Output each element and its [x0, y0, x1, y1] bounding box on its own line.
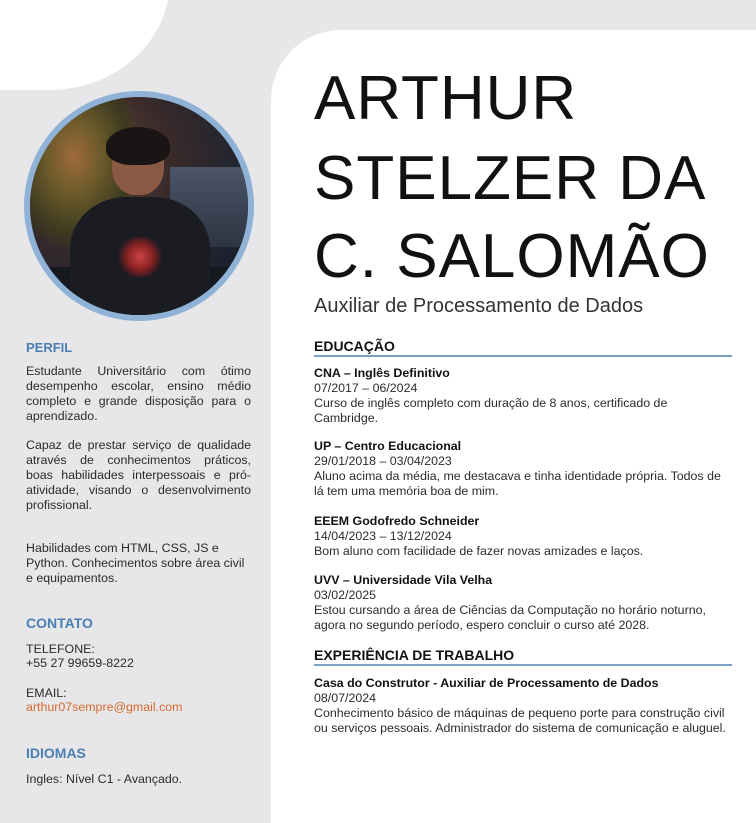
contact-heading: CONTATO	[26, 615, 93, 631]
education-title: EEEM Godofredo Schneider	[314, 514, 480, 528]
education-item	[314, 514, 726, 559]
education-description: Aluno acima da média, me destacava e tinha identidade própria. Todos de lá tem uma memória boa de mim.	[314, 469, 721, 498]
education-title: UP – Centro Educacional	[314, 439, 462, 453]
profile-paragraph-1: Estudante Universitário com ótimo desempenho escolar, ensino médio completo e grande disposição para o aprendizado.	[26, 364, 251, 423]
experience-heading: EXPERIÊNCIA DE TRABALHO	[314, 647, 732, 666]
decorative-blob	[0, 0, 170, 90]
experience-description: Conhecimento básico de máquinas de pequeno porte para construção civil ou serviços pessoais. Administrador do sistema de comunicação e aluguel.	[314, 706, 726, 735]
education-item	[314, 366, 726, 426]
profile-paragraph-2: Capaz de prestar serviço de qualidade através de conhecimentos práticos, boas habilidades interpessoais e pró-atividade, visando o desenvolvimento profissional.	[26, 438, 251, 512]
education-dates: 07/2017 – 06/2024	[314, 381, 418, 395]
name-line-3: C. SALOMÃO	[314, 222, 710, 291]
email-label: EMAIL:	[26, 686, 67, 700]
education-description: Curso de inglês completo com duração de 8 anos, certificado de Cambridge.	[314, 396, 668, 425]
education-heading: EDUCAÇÃO	[314, 338, 732, 357]
experience-dates: 08/07/2024	[314, 691, 377, 705]
experience-item	[314, 676, 726, 736]
phone-number: +55 27 99659-8222	[26, 656, 134, 670]
languages-text: Ingles: Nível C1 - Avançado.	[26, 772, 183, 786]
job-title: Auxiliar de Processamento de Dados	[314, 295, 644, 317]
education-dates: 14/04/2023 – 13/12/2024	[314, 529, 452, 543]
education-item	[314, 573, 726, 633]
education-dates: 03/02/2025	[314, 588, 377, 602]
avatar	[30, 97, 248, 315]
education-title: UVV – Universidade Vila Velha	[314, 573, 493, 587]
education-title: CNA – Inglês Definitivo	[314, 366, 450, 380]
education-item	[314, 439, 726, 499]
name-line-2: STELZER DA	[314, 144, 707, 213]
experience-title: Casa do Construtor - Auxiliar de Processamento de Dados	[314, 676, 659, 690]
education-dates: 29/01/2018 – 03/04/2023	[314, 454, 452, 468]
languages-heading: IDIOMAS	[26, 745, 86, 761]
email-link[interactable]: arthur07sempre@gmail.com	[26, 700, 183, 714]
phone-label: TELEFONE:	[26, 642, 95, 656]
profile-paragraph-3: Habilidades com HTML, CSS, JS e Python. Conhecimentos sobre área civil e equipamentos.	[26, 541, 245, 585]
education-description: Bom aluno com facilidade de fazer novas amizades e laços.	[314, 544, 644, 558]
education-description: Estou cursando a área de Ciências da Computação no horário noturno, agora no segundo período, espero concluir o curso até 2028.	[314, 603, 706, 632]
profile-heading: PERFIL	[26, 340, 73, 355]
name-line-1: ARTHUR	[314, 64, 578, 133]
